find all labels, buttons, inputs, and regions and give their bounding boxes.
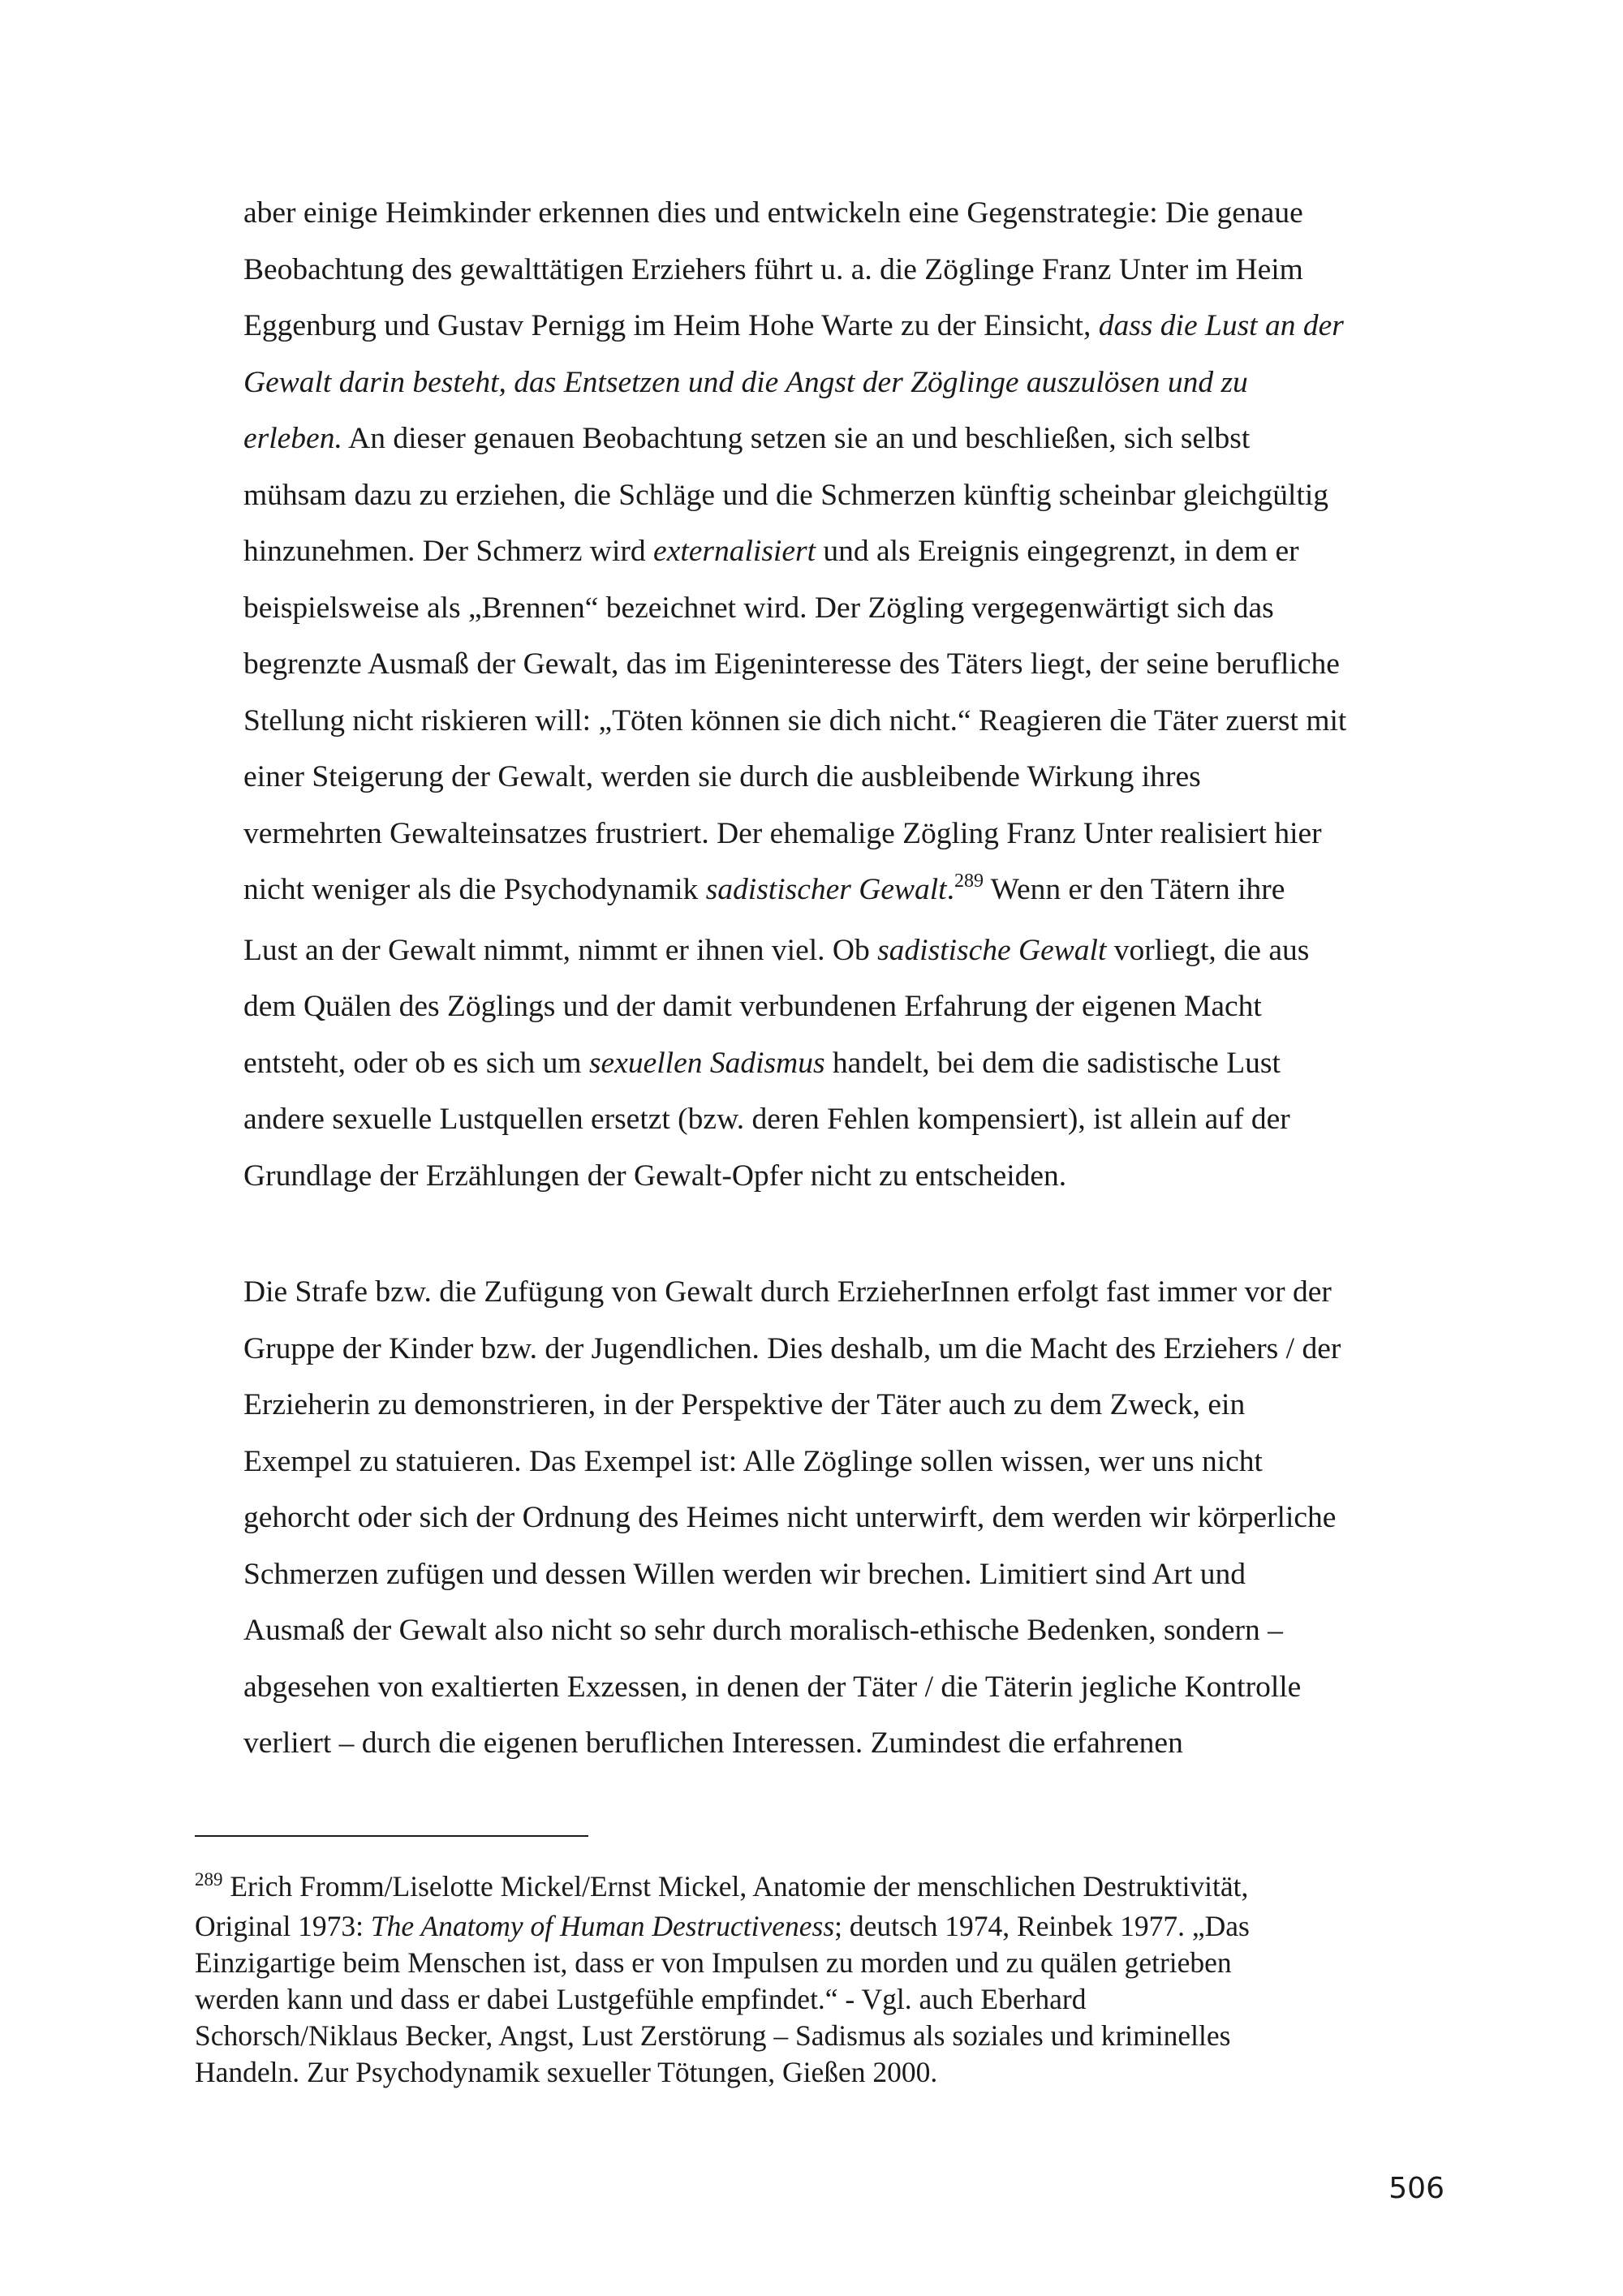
- text-line: [243, 1321, 1444, 1378]
- text-line: [243, 636, 1444, 693]
- text-segment: dem Quälen des Zöglings und der damit verbundenen Erfahrung der eigenen Macht: [243, 990, 1262, 1023]
- text-segment: Lust an der Gewalt nimmt, nimmt er ihnen viel. Ob: [243, 933, 878, 967]
- text-line: [195, 2018, 1444, 2054]
- text-line: [195, 2054, 1444, 2091]
- text-line: [243, 242, 1444, 299]
- text-segment: Erzieherin zu demonstrieren, in der Perspektive der Täter auch zu dem Zweck, ein: [243, 1388, 1246, 1421]
- italic-text: sexuellen Sadismus: [588, 1046, 825, 1080]
- text-line: [243, 922, 1444, 979]
- text-segment: andere sexuelle Lustquellen ersetzt (bzw. deren Fehlen kompensiert), ist allein auf der: [243, 1103, 1290, 1136]
- text-segment: entsteht, oder ob es sich um: [243, 1046, 589, 1080]
- text-segment: vorliegt, die aus: [1106, 933, 1310, 967]
- text-segment: Schorsch/Niklaus Becker, Angst, Lust Zerstörung – Sadismus als soziales und kriminelles: [195, 2019, 1231, 2052]
- italic-text: sadistische Gewalt: [877, 933, 1107, 967]
- text-segment: Schmerzen zufügen und dessen Willen werden wir brechen. Limitiert sind Art und: [243, 1557, 1246, 1591]
- text-segment: mühsam dazu zu erziehen, die Schläge und die Schmerzen künftig scheinbar gleichgültig: [243, 478, 1329, 512]
- text-segment: Gruppe der Kinder bzw. der Jugendlichen. Dies deshalb, um die Macht des Erziehers / der: [243, 1331, 1341, 1365]
- text-line: [195, 1868, 1444, 1908]
- text-line: [195, 1981, 1444, 2018]
- text-line: [243, 580, 1444, 637]
- text-segment: Original 1973:: [195, 1910, 371, 1942]
- footnote-289: [195, 1868, 1444, 2091]
- italic-text: Gewalt darin besteht, das Entsetzen und die Angst der Zöglinge auszulösen und zu: [243, 365, 1248, 399]
- text-segment: hinzunehmen. Der Schmerz wird: [243, 535, 654, 568]
- text-line: [243, 1602, 1444, 1659]
- text-segment: Handeln. Zur Psychodynamik sexueller Tötungen, Gießen 2000.: [195, 2056, 938, 2088]
- text-line: [243, 1490, 1444, 1546]
- text-line: [243, 1659, 1444, 1716]
- text-line: [243, 1148, 1444, 1205]
- text-line: [243, 411, 1444, 467]
- text-line: [243, 355, 1444, 411]
- text-segment: An dieser genauen Beobachtung setzen sie an und beschließen, sich selbst: [342, 422, 1251, 455]
- text-segment: Die Strafe bzw. die Zufügung von Gewalt durch ErzieherInnen erfolgt fast immer vor der: [243, 1275, 1332, 1309]
- text-segment: Exempel zu statuieren. Das Exempel ist: Alle Zöglinge sollen wissen, wer uns nicht: [243, 1444, 1263, 1478]
- text-line: [243, 862, 1444, 922]
- text-line: [243, 1546, 1444, 1603]
- text-line: [243, 185, 1444, 242]
- page-number: 506: [1388, 2172, 1444, 2205]
- italic-text: externalisiert: [653, 535, 816, 568]
- text-segment: Eggenburg und Gustav Pernigg im Heim Hohe Warte zu der Einsicht,: [243, 309, 1099, 342]
- text-segment: gehorcht oder sich der Ordnung des Heimes nicht unterwirft, dem werden wir körperliche: [243, 1501, 1337, 1534]
- text-segment: Wenn er den Tätern ihre: [983, 873, 1285, 906]
- text-segment: werden kann und dass er dabei Lustgefühle empfindet.“ - Vgl. auch Eberhard: [195, 1983, 1087, 2015]
- text-line: [243, 1035, 1444, 1092]
- text-segment: Einzigartige beim Menschen ist, dass er von Impulsen zu morden und zu quälen getrieben: [195, 1946, 1232, 1979]
- text-line: [243, 1264, 1444, 1321]
- text-line: [243, 1434, 1444, 1490]
- text-line: [195, 1945, 1444, 1981]
- text-line: [243, 467, 1444, 524]
- text-line: [243, 693, 1444, 750]
- text-segment: einer Steigerung der Gewalt, werden sie durch die ausbleibende Wirkung ihres: [243, 760, 1201, 793]
- text-line: [243, 523, 1444, 580]
- text-line: [243, 1377, 1444, 1434]
- italic-text: The Anatomy of Human Destructiveness: [370, 1910, 835, 1942]
- text-segment: ; deutsch 1974, Reinbek 1977. „Das: [834, 1910, 1250, 1942]
- text-line: [243, 978, 1444, 1035]
- text-segment: aber einige Heimkinder erkennen dies und entwickeln eine Gegenstrategie: Die genaue: [243, 196, 1303, 230]
- italic-text: erleben.: [243, 422, 342, 455]
- footnote-separator: [195, 1835, 588, 1837]
- text-segment: begrenzte Ausmaß der Gewalt, das im Eigeninteresse des Täters liegt, der seine berufliche: [243, 647, 1340, 681]
- text-line: [195, 1908, 1444, 1945]
- text-line: [243, 806, 1444, 862]
- text-segment: Ausmaß der Gewalt also nicht so sehr durch moralisch-ethische Bedenken, sondern –: [243, 1614, 1283, 1647]
- italic-text: sadistischer Gewalt: [705, 873, 947, 906]
- text-segment: Stellung nicht riskieren will: „Töten können sie dich nicht.“ Reagieren die Täter zuerst mit: [243, 703, 1347, 737]
- text-segment: nicht weniger als die Psychodynamik: [243, 873, 706, 906]
- text-segment: vermehrten Gewalteinsatzes frustriert. Der ehemalige Zögling Franz Unter realisiert hier: [243, 816, 1322, 850]
- text-line: [243, 298, 1444, 355]
- text-segment: Beobachtung des gewalttätigen Erziehers führt u. a. die Zöglinge Franz Unter im Heim: [243, 252, 1303, 286]
- text-segment: abgesehen von exaltierten Exzessen, in denen der Täter / die Täterin jegliche Kontrolle: [243, 1670, 1302, 1704]
- text-segment: beispielsweise als „Brennen“ bezeichnet wird. Der Zögling vergegenwärtigt sich das: [243, 591, 1274, 625]
- footnote-reference: 289: [954, 871, 984, 892]
- text-line: [243, 1715, 1444, 1772]
- text-segment: Grundlage der Erzählungen der Gewalt-Opfer nicht zu entscheiden.: [243, 1159, 1067, 1193]
- text-segment: verliert – durch die eigenen beruflichen Interessen. Zumindest die erfahrenen: [243, 1726, 1183, 1760]
- text-line: [243, 749, 1444, 806]
- text-segment: Erich Fromm/Liselotte Mickel/Ernst Mickel, Anatomie der menschlichen Destruktivität,: [222, 1870, 1249, 1903]
- body-paragraph-1: [243, 185, 1444, 1204]
- text-segment: .: [946, 873, 954, 906]
- footnote-reference: 289: [195, 1869, 223, 1890]
- text-segment: und als Ereignis eingegrenzt, in dem er: [816, 535, 1299, 568]
- text-line: [243, 1091, 1444, 1148]
- body-paragraph-2: [243, 1264, 1444, 1772]
- italic-text: dass die Lust an der: [1098, 309, 1344, 342]
- text-segment: handelt, bei dem die sadistische Lust: [824, 1046, 1281, 1080]
